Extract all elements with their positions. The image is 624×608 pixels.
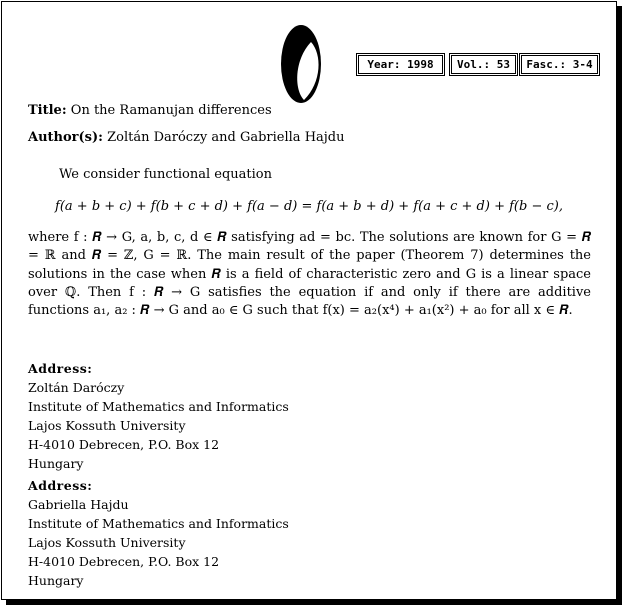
functional-equation: f(a + b + c) + f(b + c + d) + f(a − d) = f(a + b + d) + f(a + c + d) + f(b − c),: [55, 199, 563, 214]
address-line: Institute of Mathematics and Informatics: [28, 399, 289, 414]
address-line: Institute of Mathematics and Informatics: [28, 516, 289, 531]
title-label: Title:: [28, 103, 67, 118]
paper-title: [28, 103, 272, 118]
paper-authors: [28, 130, 345, 145]
address-line: Lajos Kossuth University: [28, 418, 186, 433]
address-line: H-4010 Debrecen, P.O. Box 12: [28, 437, 220, 452]
address-line: Gabriella Hajdu: [28, 497, 129, 512]
volume-badge: Vol.: 53: [451, 55, 516, 74]
journal-logo-icon: [280, 24, 326, 104]
address-block: [28, 359, 289, 473]
page-frame: [1, 1, 617, 600]
authors-text: Zoltán Daróczy and Gabriella Hajdu: [107, 130, 345, 145]
fascicle-badge: Fasc.: 3-4: [521, 55, 598, 74]
address-heading: Address:: [28, 361, 93, 376]
title-text: On the Ramanujan differences: [70, 103, 272, 118]
address-line: Hungary: [28, 456, 84, 471]
address-line: Hungary: [28, 573, 84, 588]
authors-label: Author(s):: [28, 130, 103, 145]
address-line: Lajos Kossuth University: [28, 535, 186, 550]
abstract-intro: We consider functional equation: [59, 167, 272, 182]
address-block: [28, 476, 289, 590]
abstract-text: where f : 𝑹 → G, a, b, c, d ∈ 𝑹 satisfying ad = bc. The solutions are known for G = 𝑹 = ℝ and 𝑹 = ℤ, G = ℝ. The main result of the paper (Theorem 7) determines the solutions in the case when 𝑹 is a field of characteristic zero and G is a linear space over ℚ. Then f : 𝑹 → G satisfies the equation if and only if there are additive functions a₁, a₂ : 𝑹 → G and a₀ ∈ G such that f(x) = a₂(x⁴) + a₁(x²) + a₀ for all x ∈ 𝑹.: [28, 230, 591, 319]
address-heading: Address:: [28, 478, 93, 493]
address-line: H-4010 Debrecen, P.O. Box 12: [28, 554, 220, 569]
address-line: Zoltán Daróczy: [28, 380, 125, 395]
year-badge: Year: 1998: [358, 55, 443, 74]
